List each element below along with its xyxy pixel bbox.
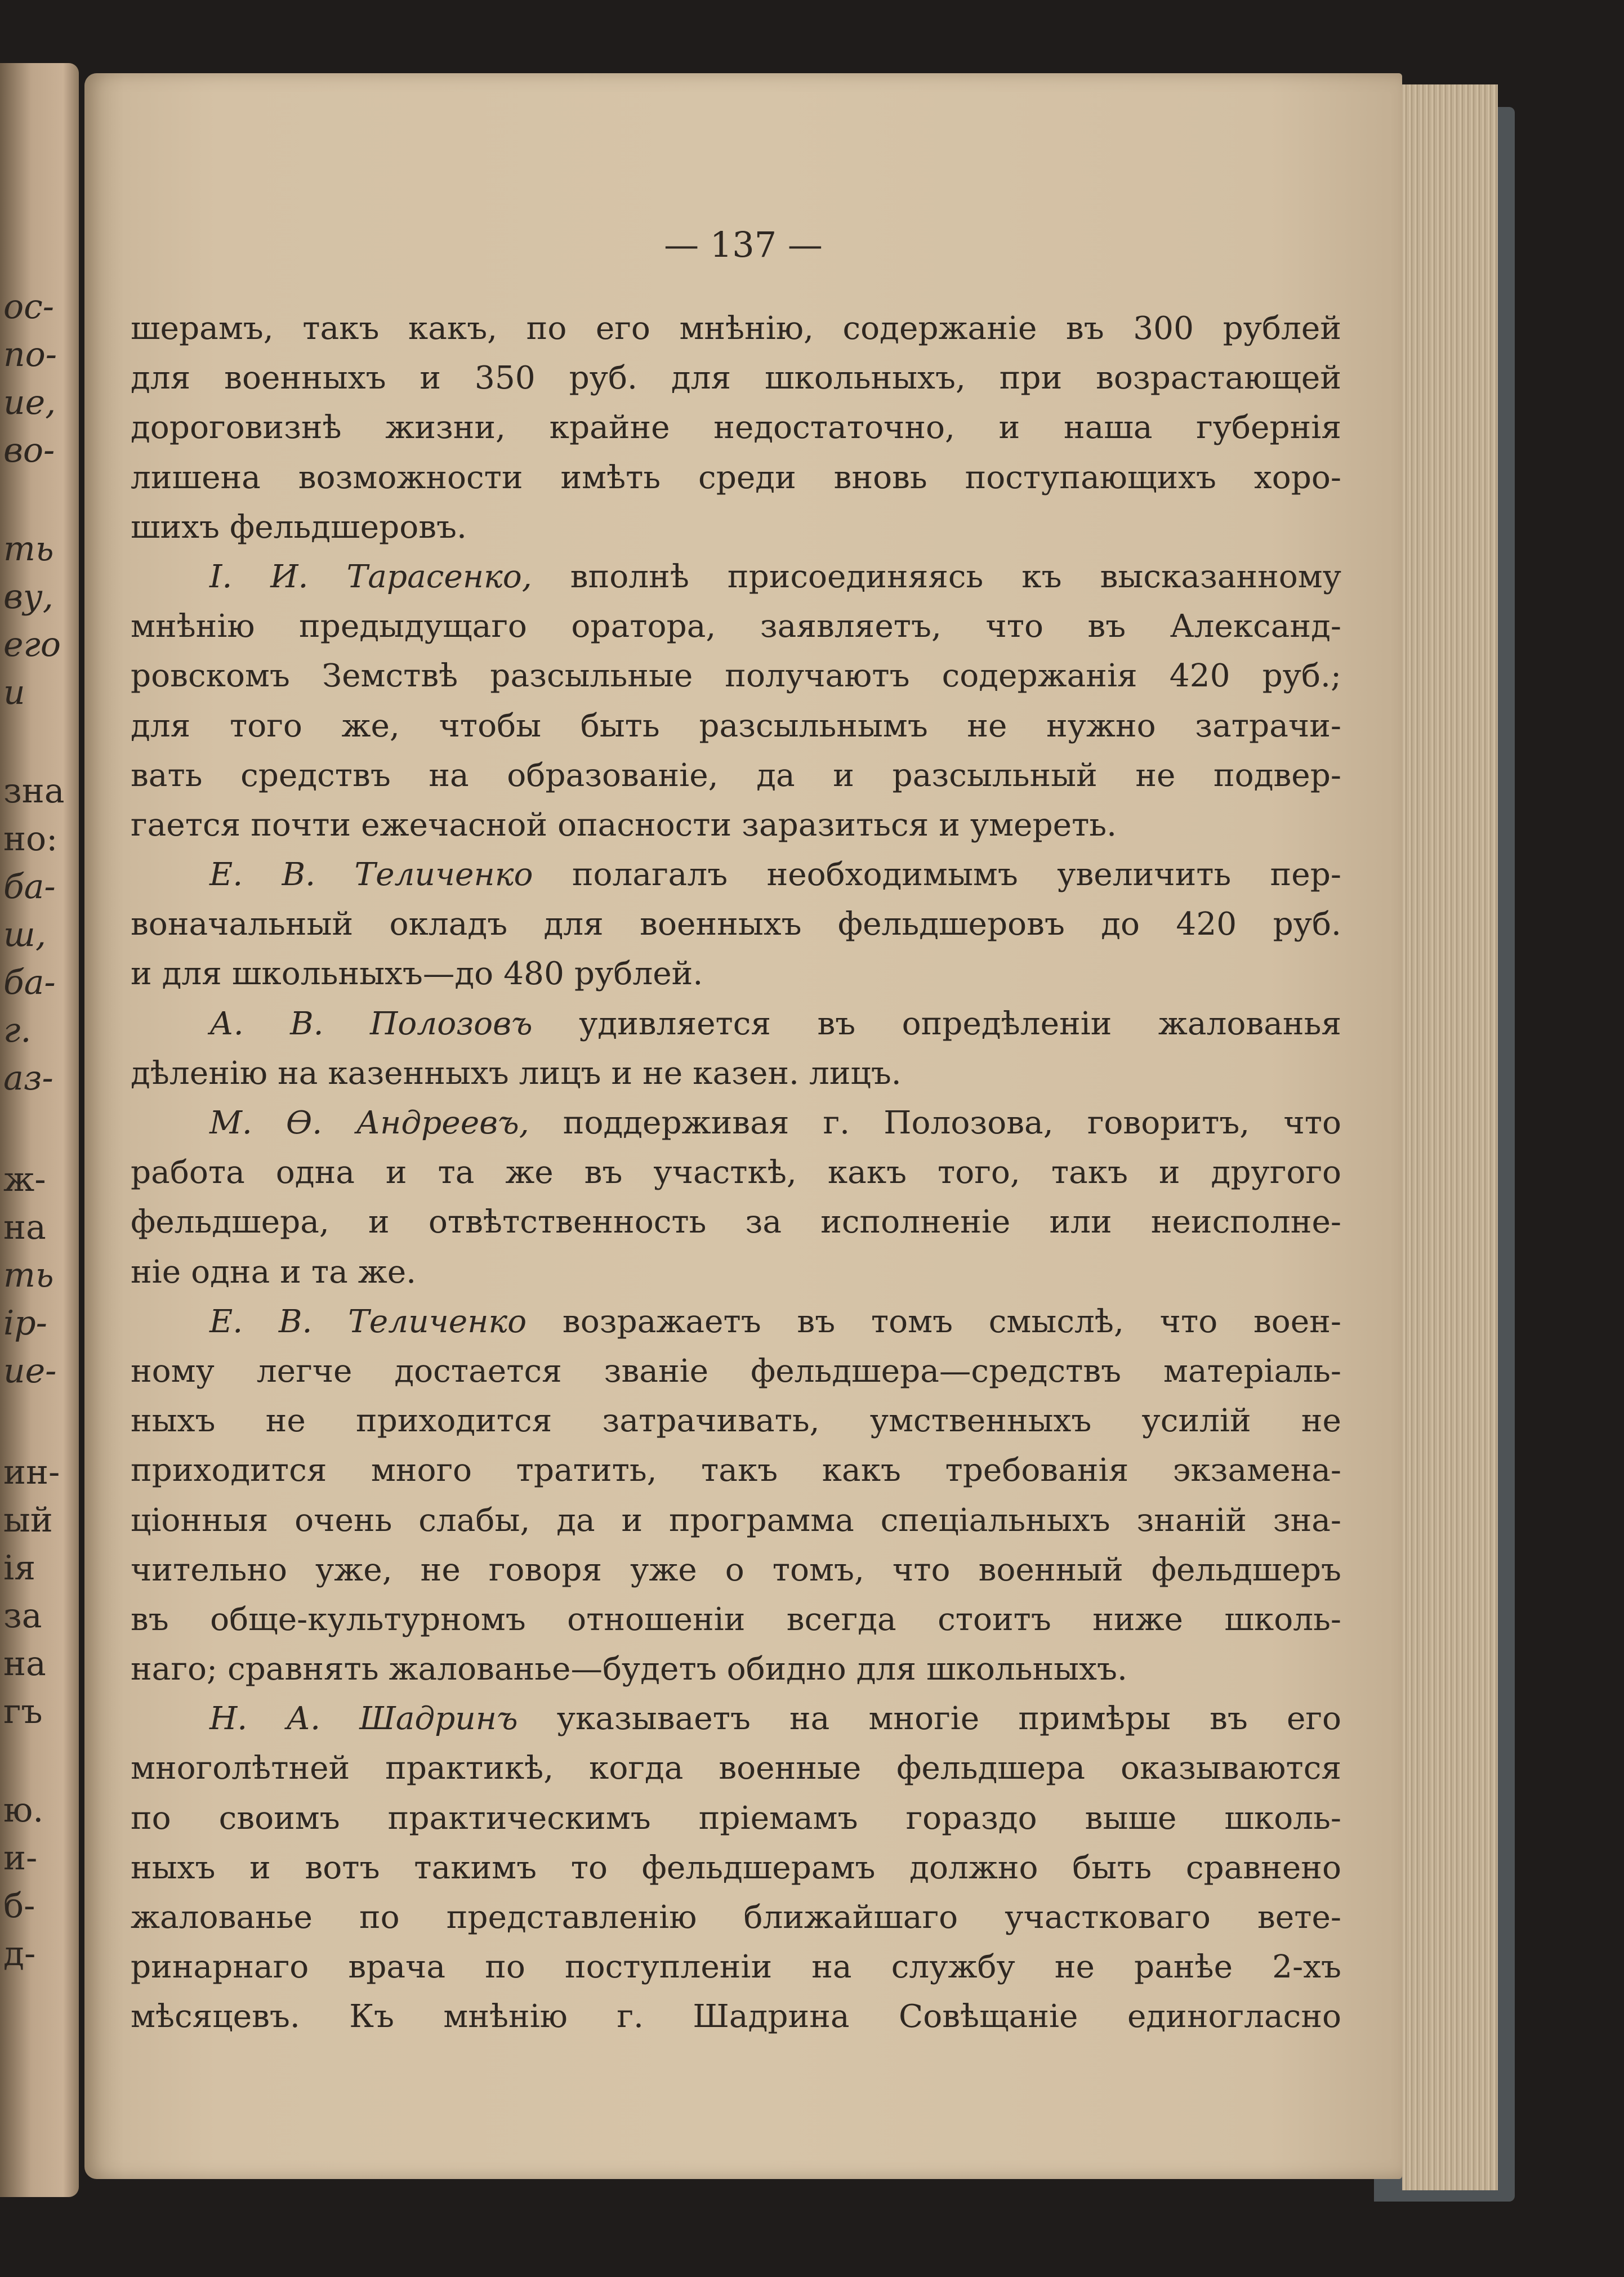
speaker-name: Н. А. Шадринъ — [209, 1700, 518, 1738]
line-text: ному легче достается званіе фельдшера—средствъ матеріаль- — [131, 1352, 1341, 1390]
line-text: указываетъ на многіе примѣры въ его — [517, 1700, 1341, 1738]
line-text: мнѣнію предыдущаго оратора, заявляетъ, что въ Александ- — [131, 608, 1341, 645]
text-line — [131, 1446, 1341, 1495]
text-line — [131, 602, 1341, 651]
text-line — [131, 1893, 1341, 1943]
margin-fragment: за — [3, 1596, 42, 1636]
page-number: — 137 — — [664, 224, 823, 265]
text-line — [131, 1496, 1341, 1546]
text-line — [131, 552, 1341, 602]
margin-fragment: гъ — [3, 1692, 43, 1731]
speaker-name: М. Ѳ. Андреевъ, — [209, 1105, 529, 1141]
margin-fragment: б- — [3, 1886, 35, 1926]
text-line — [131, 1694, 1341, 1744]
line-text: наго; сравнять жалованье—будетъ обидно для школьныхъ. — [131, 1651, 1127, 1688]
line-text: приходится много тратить, такъ какъ требованія экзамена- — [131, 1452, 1341, 1489]
speaker-name: Е. В. Теличенко — [209, 1303, 527, 1340]
line-text: воначальный окладъ для военныхъ фельдшеровъ до 420 руб. — [131, 906, 1341, 943]
line-text: ровскомъ Земствѣ разсыльные получаютъ содержанія 420 руб.; — [131, 658, 1341, 695]
text-line — [131, 503, 1341, 552]
text-line — [131, 900, 1341, 949]
margin-fragment: ір- — [3, 1303, 47, 1343]
page-text — [131, 304, 1341, 2042]
text-line — [131, 1099, 1341, 1148]
margin-fragment: д- — [3, 1934, 36, 1974]
text-line — [131, 1744, 1341, 1793]
line-text: жалованье по представленію ближайшаго участковаго вете- — [131, 1899, 1341, 1936]
margin-fragment: его — [3, 625, 61, 664]
text-line — [131, 1546, 1341, 1595]
line-text: дѣленію на казенныхъ лицъ и не казен. лицъ. — [131, 1055, 902, 1092]
line-text: ринарнаго врача по поступленіи на службу не ранѣе 2-хъ — [131, 1949, 1341, 1986]
line-text: вать средствъ на образованіе, да и разсыльный не подвер- — [131, 757, 1341, 794]
text-line — [131, 1992, 1341, 2042]
line-text: удивляется въ опредѣленіи жалованья — [532, 1005, 1341, 1042]
margin-fragment: на — [3, 1208, 46, 1247]
text-line — [131, 304, 1341, 354]
margin-fragment: ба- — [3, 963, 56, 1002]
text-line — [131, 403, 1341, 453]
line-text: вполнѣ присоединяясь къ высказанному — [532, 558, 1341, 595]
text-line — [131, 1943, 1341, 1992]
line-text: полагалъ необходимымъ увеличить пер- — [533, 856, 1341, 894]
line-text: поддерживая г. Полозова, говоритъ, что — [529, 1105, 1341, 1141]
margin-fragment: ый — [3, 1501, 53, 1540]
line-text: многолѣтней практикѣ, когда военные фельдшера оказываются — [131, 1750, 1341, 1787]
margin-fragment: зна — [3, 771, 65, 811]
margin-fragment: и — [3, 673, 25, 712]
line-text: фельдшера, и отвѣтственность за исполненіе или неисполне- — [131, 1204, 1341, 1241]
text-line — [131, 850, 1341, 900]
text-line — [131, 801, 1341, 850]
text-line — [131, 1843, 1341, 1893]
line-text: ціонныя очень слабы, да и программа спеціальныхъ знаній зна- — [131, 1502, 1341, 1539]
line-text: для военныхъ и 350 руб. для школьныхъ, при возрастающей — [131, 360, 1341, 397]
margin-fragment: на — [3, 1644, 46, 1684]
line-text: лишена возможности имѣть среди вновь поступающихъ хоро- — [131, 459, 1341, 496]
margin-fragment: ин- — [3, 1453, 60, 1492]
text-line — [131, 651, 1341, 701]
line-text: ныхъ и вотъ такимъ то фельдшерамъ должно быть сравнено — [131, 1849, 1341, 1886]
line-text: дороговизнѣ жизни, крайне недостаточно, и наша губернія — [131, 409, 1341, 447]
margin-fragment: ть — [3, 529, 54, 569]
text-line — [131, 1049, 1341, 1099]
line-text: мѣсяцевъ. Къ мнѣнію г. Шадрина Совѣщаніе единогласно — [131, 1998, 1341, 2035]
margin-fragment: ю. — [3, 1791, 44, 1830]
line-text: шихъ фельдшеровъ. — [131, 508, 467, 546]
margin-fragment: но: — [3, 819, 58, 859]
text-line — [131, 1347, 1341, 1396]
speaker-name: Е. В. Теличенко — [209, 856, 533, 894]
text-line — [131, 453, 1341, 503]
text-line — [131, 1396, 1341, 1446]
text-line — [131, 999, 1341, 1049]
book-page — [84, 73, 1402, 2179]
text-line — [131, 751, 1341, 801]
line-text: чительно уже, не говоря уже о томъ, что военный фельдшеръ — [131, 1551, 1341, 1588]
text-line — [131, 1198, 1341, 1247]
previous-page-edge — [0, 63, 79, 2197]
margin-fragment: аз- — [3, 1059, 53, 1098]
text-line — [131, 1595, 1341, 1645]
line-text: гается почти ежечасной опасности заразиться и умереть. — [131, 806, 1117, 843]
text-line — [131, 702, 1341, 751]
margin-fragment: ба- — [3, 867, 56, 907]
margin-fragment: по- — [3, 335, 57, 374]
margin-fragment: ія — [3, 1548, 36, 1588]
margin-fragment: ос- — [3, 287, 54, 327]
text-line — [131, 1794, 1341, 1843]
line-text: возражаетъ въ томъ смыслѣ, что воен- — [527, 1303, 1341, 1340]
margin-fragment: и- — [3, 1838, 38, 1878]
line-text: ныхъ не приходится затрачивать, умственныхъ усилій не — [131, 1403, 1341, 1440]
line-text: для того же, чтобы быть разсыльнымъ не нужно затрачи- — [131, 707, 1341, 744]
line-text: по своимъ практическимъ пріемамъ гораздо выше школь- — [131, 1800, 1341, 1837]
text-line — [131, 1645, 1341, 1694]
text-line — [131, 949, 1341, 999]
speaker-name: А. В. Полозовъ — [209, 1005, 533, 1042]
margin-fragment: ие- — [3, 1351, 57, 1391]
text-line — [131, 1148, 1341, 1198]
margin-fragment: ву, — [3, 577, 53, 617]
margin-fragment: ж- — [3, 1160, 46, 1199]
line-text: работа одна и та же въ участкѣ, какъ того, такъ и другого — [131, 1154, 1341, 1191]
margin-fragment: во- — [3, 431, 55, 470]
margin-fragment: г. — [3, 1011, 32, 1050]
page-edges — [1402, 84, 1498, 2190]
line-text: и для школьныхъ—до 480 рублей. — [131, 956, 703, 993]
text-line — [131, 1297, 1341, 1347]
margin-fragment: ш, — [3, 915, 46, 954]
line-text: въ обще-культурномъ отношеніи всегда стоитъ ниже школь- — [131, 1601, 1341, 1638]
text-line — [131, 354, 1341, 403]
margin-fragment: ие, — [3, 383, 56, 422]
text-line — [131, 1248, 1341, 1297]
margin-fragment: ть — [3, 1256, 54, 1295]
speaker-name: I. И. Тарасенко, — [209, 558, 532, 595]
line-text: ніе одна и та же. — [131, 1253, 417, 1291]
line-text: шерамъ, такъ какъ, по его мнѣнію, содержаніе въ 300 рублей — [131, 310, 1341, 347]
